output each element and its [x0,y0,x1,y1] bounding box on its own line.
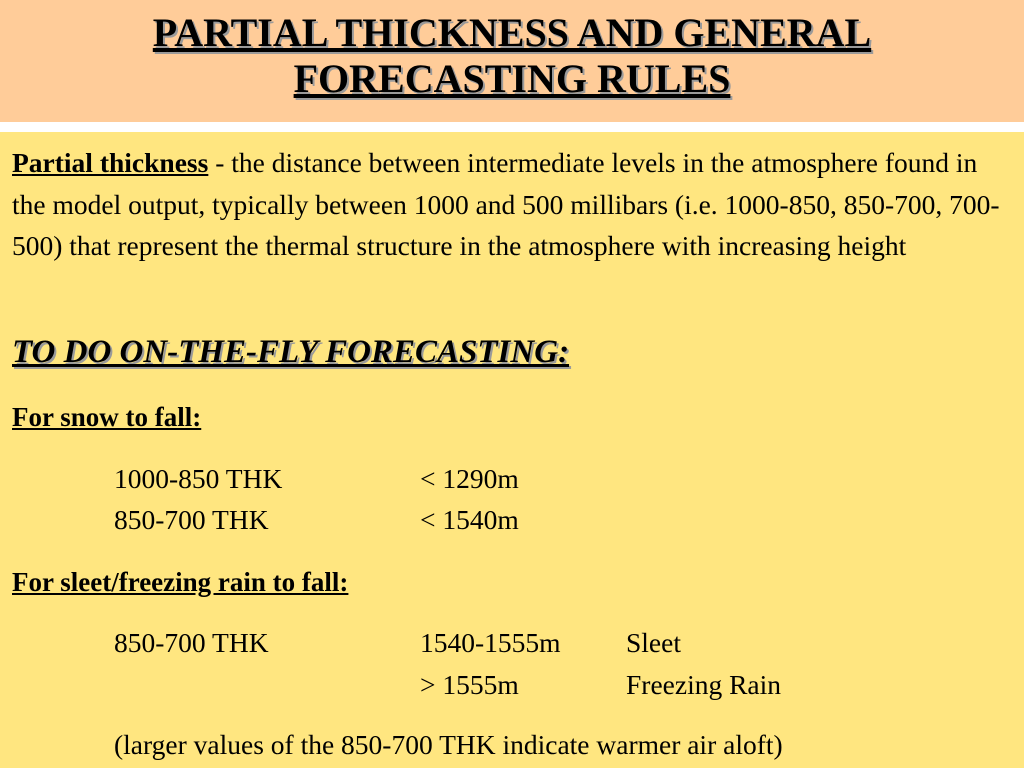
slide-body [0,132,1024,768]
definition-paragraph [12,142,1002,267]
title-banner [0,0,1024,122]
sleet-row-1-layer: 850-700 THK [114,627,269,658]
snow-row-1-layer: 1000-850 THK [114,463,283,494]
definition-text: - the distance between intermediate levels in the atmosphere found in the model output, typically between 1000 and 500 millibars (i.e. 1000-850, 850-700, 700-500) that represent the thermal structure in the atmosphere with increasing height [12,147,1000,261]
slide-title-line-2: FORECASTING RULES [293,56,731,101]
sleet-row-2-value: > 1555m [420,669,519,700]
sleet-heading: For sleet/freezing rain to fall: [12,567,349,597]
section-heading: TO DO ON-THE-FLY FORECASTING: [12,334,570,370]
snow-heading: For snow to fall: [12,402,202,432]
snow-row-1-value: < 1290m [420,463,519,494]
sleet-row-1-result: Sleet [626,627,681,658]
snow-row-2-value: < 1540m [420,504,519,535]
sleet-note: (larger values of the 850-700 THK indicate warmer air aloft) [114,729,783,760]
snow-row-2-layer: 850-700 THK [114,504,269,535]
sleet-row-1-value: 1540-1555m [420,627,561,658]
slide-title-line-1: PARTIAL THICKNESS AND GENERAL [152,10,872,55]
slide-title [0,10,1024,102]
header-divider [0,122,1024,132]
sleet-row-2-result: Freezing Rain [626,669,782,700]
definition-term: Partial thickness [12,147,209,178]
